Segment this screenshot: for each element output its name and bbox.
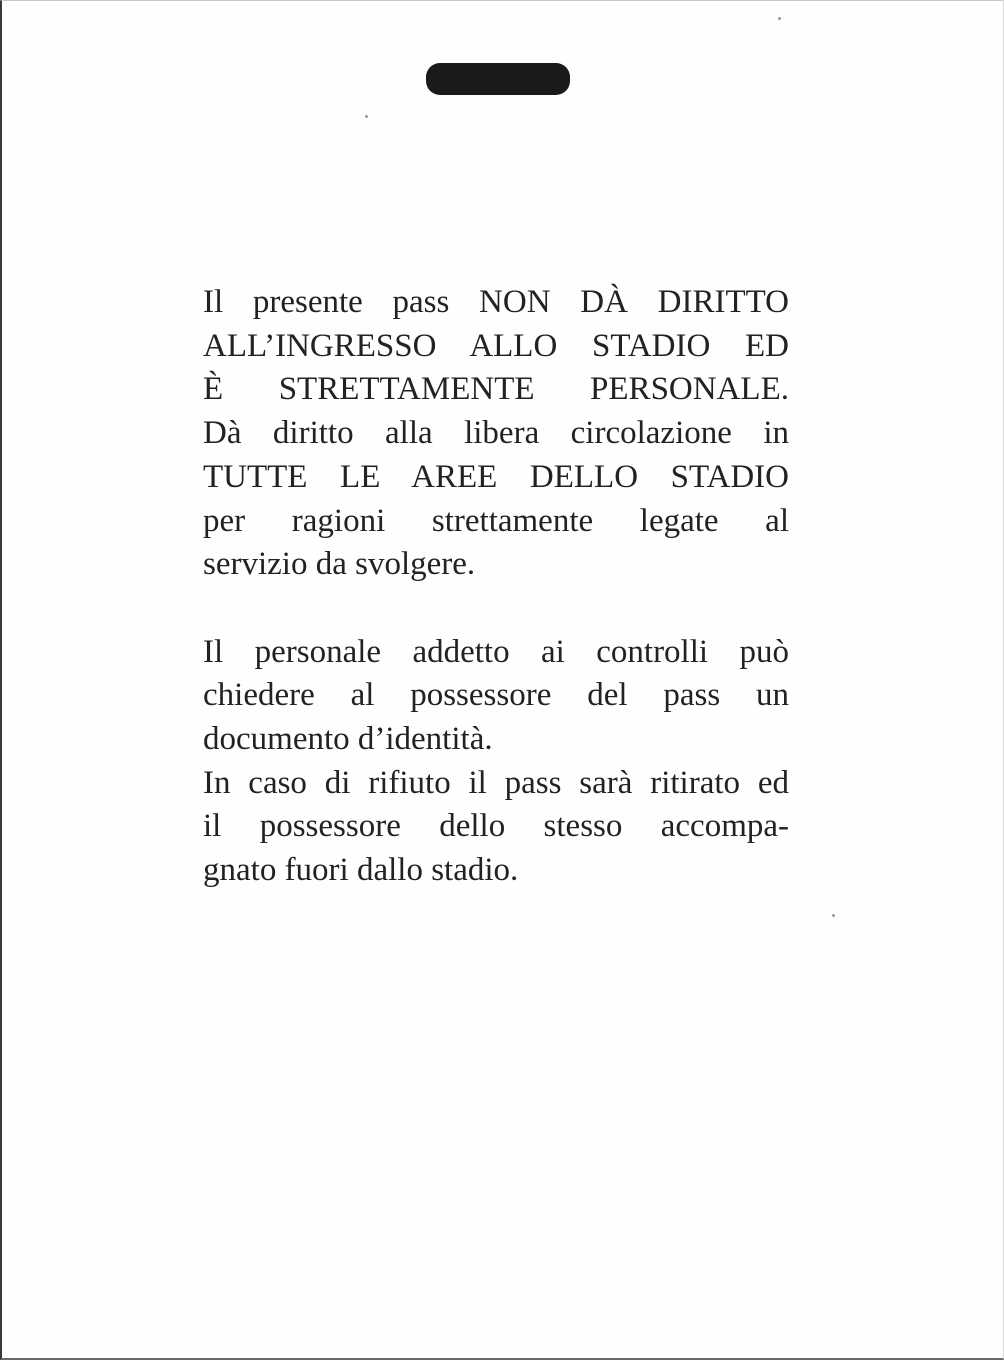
paragraph-gap: [203, 587, 789, 631]
controls-line: Il personale addetto ai controlli può: [203, 633, 789, 670]
controls-line: In caso di rifiuto il pass sarà ritirato ed: [203, 764, 789, 801]
terms-line: per ragioni strettamente legate al: [203, 502, 789, 539]
paper-speck: [778, 17, 781, 20]
pass-terms: [203, 281, 789, 893]
paper-speck: [832, 914, 835, 917]
lanyard-slot: [426, 63, 570, 95]
paper-speck: [365, 115, 368, 118]
controls-line: chiedere al possessore del pass un: [203, 677, 789, 714]
terms-line: Il presente pass NON DÀ DIRITTO: [203, 284, 789, 320]
terms-line: TUTTE LE AREE DELLO STADIO: [203, 458, 789, 495]
terms-line: servizio da svolgere.: [203, 546, 476, 583]
terms-line: ALL’INGRESSO ALLO STADIO ED: [203, 327, 789, 364]
controls-line: il possessore dello stesso accompa-: [203, 808, 789, 845]
controls-line: gnato fuori dallo stadio.: [203, 852, 519, 889]
terms-line: È STRETTAMENTE PERSONALE.: [203, 371, 789, 408]
controls-line: documento d’identità.: [203, 721, 493, 758]
terms-line: Dà diritto alla libera circolazione in: [203, 415, 789, 452]
